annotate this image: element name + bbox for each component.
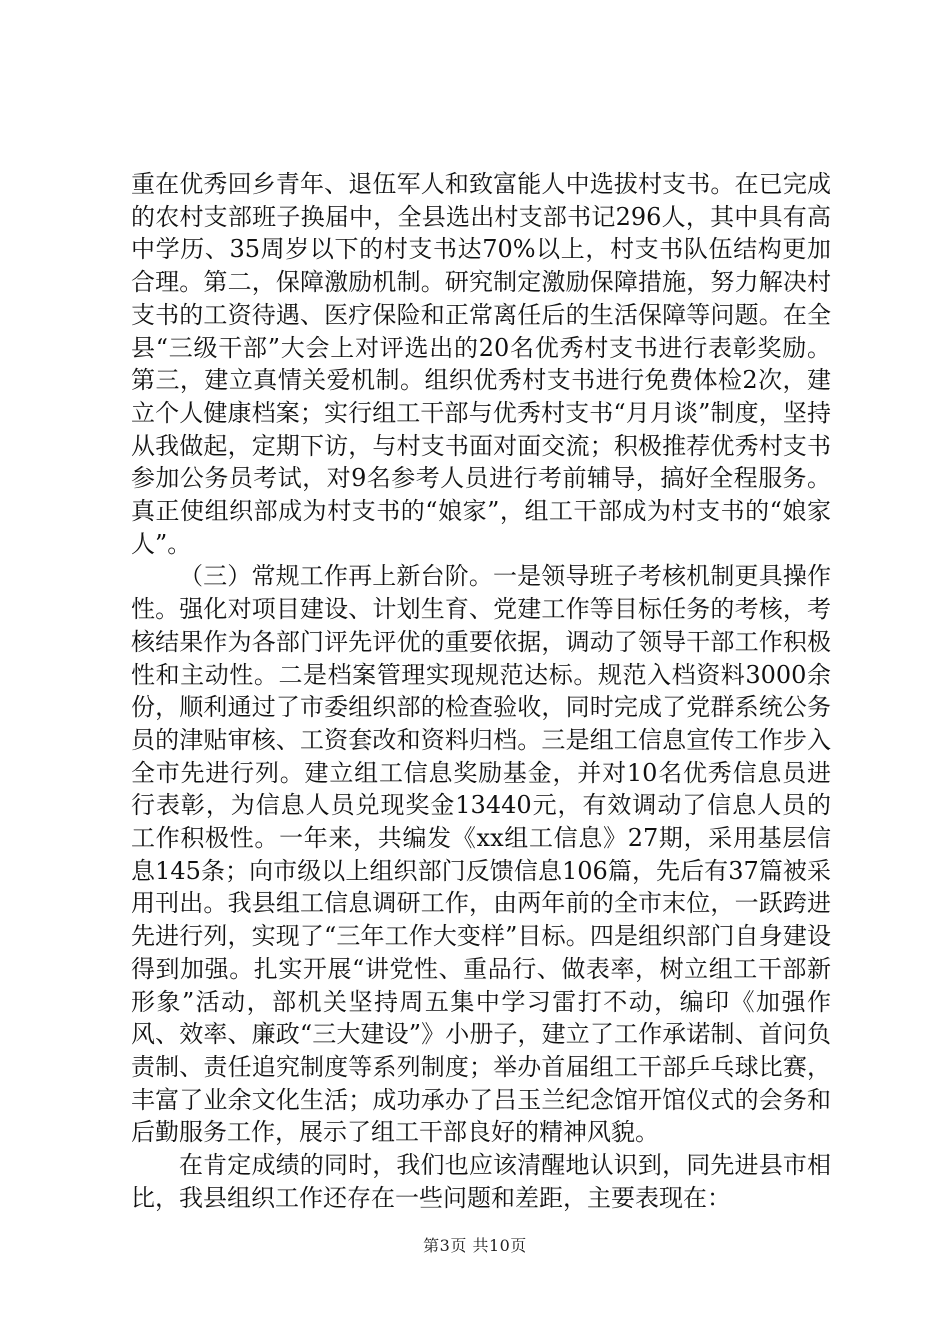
- page-number-footer: 第3页 共10页: [423, 1236, 527, 1255]
- document-body: [131, 168, 831, 1215]
- paragraph-1: 重在优秀回乡青年、退伍军人和致富能人中选拔村支书。在已完成的农村支部班子换届中，全县选出村支部书记296人，其中具有高中学历、35周岁以下的村支书达70%以上，村支书队伍结构更加合理。第二，保障激励机制。研究制定激励保障措施，努力解决村支书的工资待遇、医疗保险和正常离任后的生活保障等问题。在全县“三级干部”大会上对评选出的20名优秀村支书进行表彰奖励。第三，建立真情关爱机制。组织优秀村支书进行免费体检2次，建立个人健康档案；实行组工干部与优秀村支书“月月谈”制度，坚持从我做起，定期下访，与村支书面对面交流；积极推荐优秀村支书参加公务员考试，对9名参考人员进行考前辅导，搞好全程服务。真正使组织部成为村支书的“娘家”，组工干部成为村支书的“娘家人”。: [131, 170, 831, 558]
- paragraph-3: 在肯定成绩的同时，我们也应该清醒地认识到，同先进县市相比，我县组织工作还存在一些问题和差距，主要表现在：: [131, 1151, 831, 1212]
- paragraph-2: （三）常规工作再上新台阶。一是领导班子考核机制更具操作性。强化对项目建设、计划生育、党建工作等目标任务的考核，考核结果作为各部门评先评优的重要依据，调动了领导干部工作积极性和主动性。二是档案管理实现规范达标。规范入档资料3000余份，顺利通过了市委组织部的检查验收，同时完成了党群系统公务员的津贴审核、工资套改和资料归档。三是组工信息宣传工作步入全市先进行列。建立组工信息奖励基金，并对10名优秀信息员进行表彰，为信息人员兑现奖金13440元，有效调动了信息人员的工作积极性。一年来，共编发《xx组工信息》27期，采用基层信息145条；向市级以上组织部门反馈信息106篇，先后有37篇被采用刊出。我县组工信息调研工作，由两年前的全市末位，一跃跨进先进行列，实现了“三年工作大变样”目标。四是组织部门自身建设得到加强。扎实开展“讲党性、重品行、做表率，树立组工干部新形象”活动，部机关坚持周五集中学习雷打不动，编印《加强作风、效率、廉政“三大建设”》小册子，建立了工作承诺制、首问负责制、责任追究制度等系列制度；举办首届组工干部乒乓球比赛，丰富了业余文化生活；成功承办了吕玉兰纪念馆开馆仪式的会务和后勤服务工作，展示了组工干部良好的精神风貌。: [131, 562, 831, 1147]
